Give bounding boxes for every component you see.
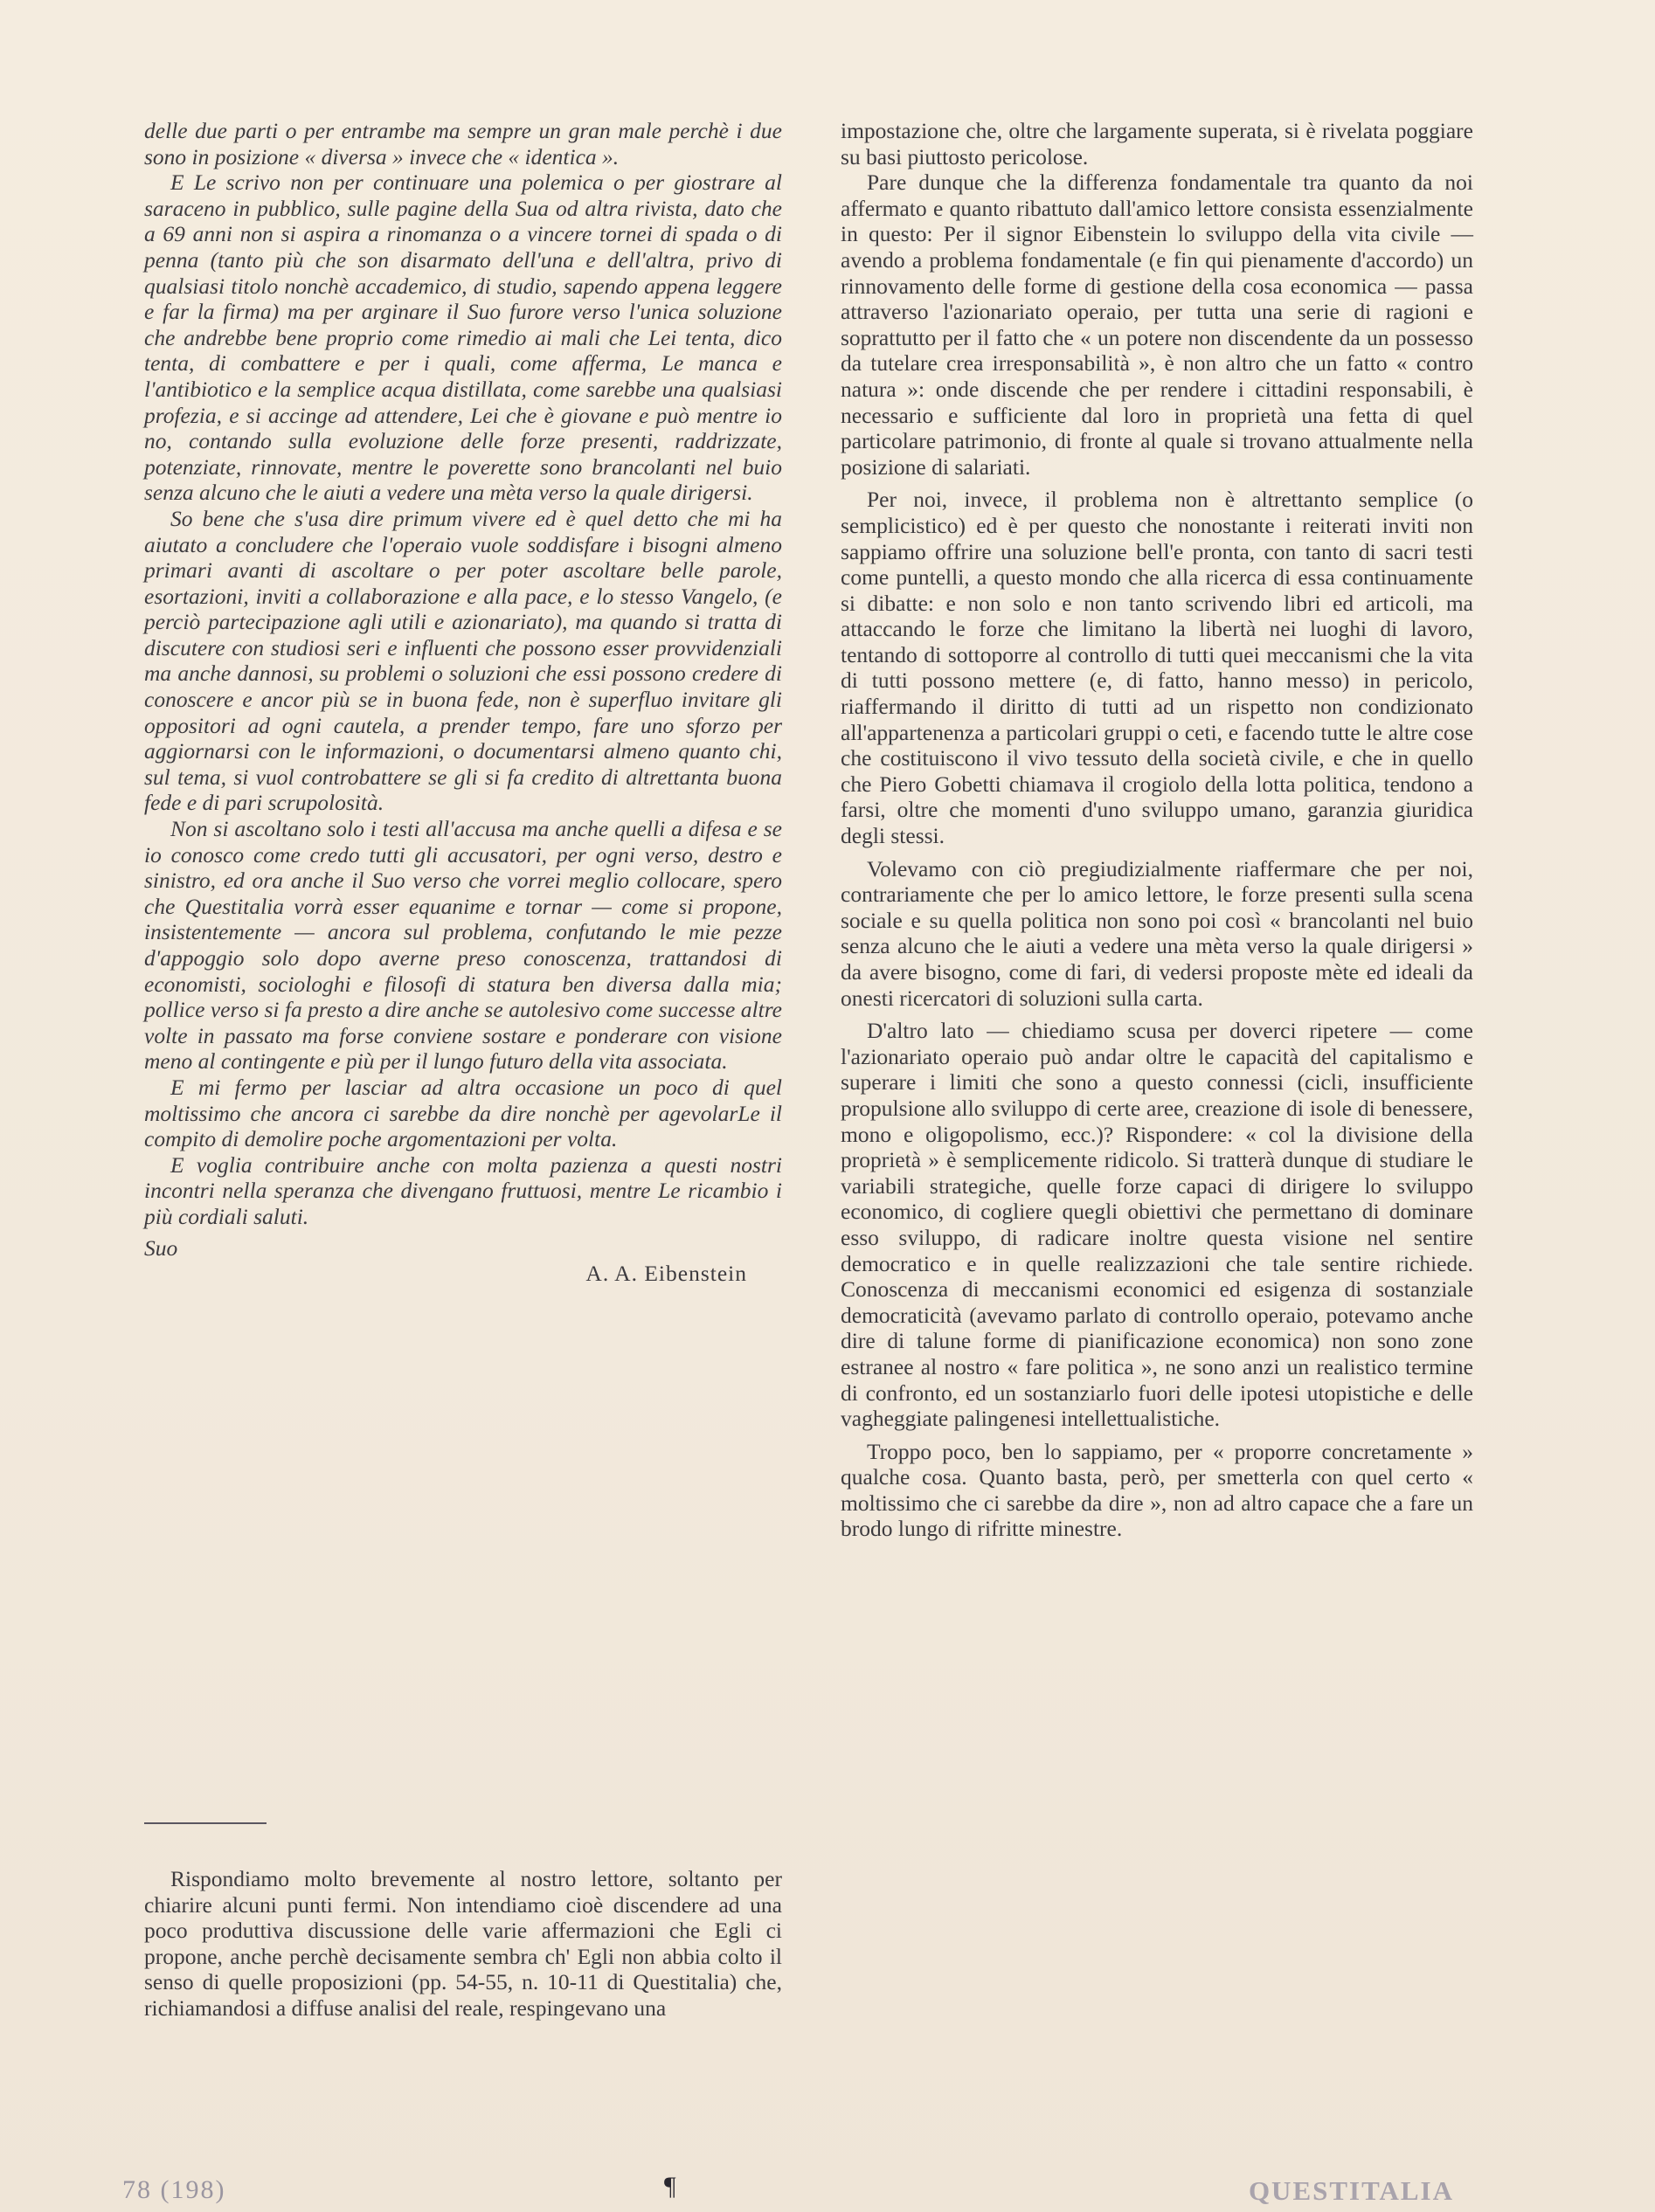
reply-paragraph: Volevamo con ciò pregiudizialmente riaffermare che per noi, contrariamente che per lo amico lettore, le forze presenti sulla scena sociale e su quella politica non sono poi così « brancolanti nel buio senza alcuno che le aiuti a vedere una mèta verso la quale dirigersi » da avere bisogno, come di fari, di vedersi proposte mète ed ideali da onesti ricercatori di soluzioni sulla carta. xyxy=(841,855,1473,1011)
reply-paragraph: D'altro lato — chiediamo scusa per doverci ripetere — come l'azionariato operaio può andar oltre le capacità del capitalismo e superare i limiti che sono a questo connessi (cicli, insufficiente propulsione allo sviluppo di certe aree, creazione di isole di benessere, mono e oligopolismo, ecc.)? Rispondere: « col la divisione della proprietà » è semplicemente ridicolo. Si tratterà dunque di studiare le variabili strategiche, quelle forze capaci di dirigere lo sviluppo economico, di cogliere quegli obiettivi che permettano di dominare esso sviluppo, di radicare inoltre questa visione nel sentire democratico e in quelle realizzazioni che tale sentire richiede. Conoscenza di meccanismi economici ed esigenza di sostanziale democraticità (avevamo parlato di controllo operaio, potevamo anche dire di talune forme di pianificazione economica) non sono zone estranee al nostro « fare politica », ne sono anzi un realistico termine di confronto, ed un sostanziarlo fuori delle ipotesi utopistiche e delle vagheggiate palingenesi intellettualistiche. xyxy=(841,1018,1473,1432)
reply-paragraph: Rispondiamo molto brevemente al nostro lettore, soltanto per chiarire alcuni punti fermi. Non intendiamo cioè discendere ad una poco produttiva discussione delle varie affermazioni che Egli ci propone, anche perchè decisamente sembra ch' Egli non abbia colto il senso di quelle proposizioni (pp. 54-55, n. 10-11 di Questitalia) che, richiamandosi a diffuse analisi del reale, respingevano una xyxy=(144,1866,782,2021)
letter-signature: A. A. Eibenstein xyxy=(585,1261,747,1287)
letter-paragraph: E Le scrivo non per continuare una polemica o per giostrare al saraceno in pubblico, sulle pagine della Sua od altra rivista, dato che a 69 anni non si aspira a rinomanza o a vincere tornei di spada o di penna (tanto più che son disarmato dell'una e dell'altra, privo di qualsiasi titolo nonchè accademico, di studio, sapendo appena leggere e far la firma) ma per arginare il Suo furore verso l'unica soluzione che andrebbe bene proprio come rimedio ai mali che Lei tenta, dico tenta, di combattere e per i quali, come afferma, Le manca e l'antibiotico e la semplice acqua distillata, come sarebbe una qualsiasi profezia, e si accinge ad attendere, Lei che è giovane e può mentre io no, contando sulla evoluzione delle forze presenti, raddrizzate, potenziate, rinnovate, mentre le poverette sono brancolanti nel buio senza alcuno che le aiuti a vedere una mèta verso la quale dirigersi. xyxy=(144,169,782,506)
journal-title: QUESTITALIA xyxy=(1248,2175,1454,2206)
letter-closing: Suo xyxy=(144,1234,178,1261)
letter-paragraph: Non si ascoltano solo i testi all'accusa ma anche quelli a difesa e se io conosco come credo tutti gli accusatori, per ogni verso, destro e sinistro, ed ora anche il Suo verso che vorrei meglio collocare, spero che Questitalia vorrà esser equanime e tornar — come si propone, insistentemente — ancora sul problema, confutando le mie pezze d'appoggio solo dopo averne preso conoscenza, trattandosi di economisti, sociologhi e filosofi di statura ben diversa dalla mia; pollice verso si fa presto a dire anche se autolesivo come successe altre volte in passato ma forse conviene sostare e ponderare con visione meno al contingente e più per il lungo futuro della vita associata. xyxy=(144,816,782,1075)
letter-paragraph: E mi fermo per lasciar ad altra occasione un poco di quel moltissimo che ancora ci sarebbe da dire nonchè per agevolarLe il compito di demolire poche argomentazioni per volta. xyxy=(144,1074,782,1152)
reply-paragraph: Troppo poco, ben lo sappiamo, per « proporre concretamente » qualche cosa. Quanto basta, però, per smetterla con quel certo « moltissimo che ci sarebbe da dire », non ad altro capace che a fare un brodo lungo di rifritte minestre. xyxy=(841,1438,1473,1542)
reply-paragraph: impostazione che, oltre che largamente superata, si è rivelata poggiare su basi piuttosto pericolose. xyxy=(841,118,1473,169)
letter-paragraph: delle due parti o per entrambe ma sempre un gran male perchè i due sono in posizione « diversa » invece che « identica ». xyxy=(144,118,782,169)
reply-paragraph: Per noi, invece, il problema non è altrettanto semplice (o semplicistico) ed è per questo che nonostante i reiterati inviti non sappiamo offrire una soluzione bell'e pronta, con tanto di sacri testi come puntelli, a questo mondo che alla ricerca di essa continuamente si dibatte: e non solo e non tanto scrivendo libri ed articoli, ma attaccando le forze che limitano la libertà nei luoghi di lavoro, tentando di sottoporre al controllo di tutti quei meccanismi che la vita di tutti possono mettere (e, di fatto, hanno messo) in pericolo, riaffermando il diritto di tutti ad un rispetto non condizionato all'appartenenza a particolari gruppi o ceti, e facendo tutte le altre cose che costituiscono il vivo tessuto della società civile, e che in quello che Piero Gobetti chiamava il crogiolo della lotta politica, tendono a farsi, oltre che momenti d'uno sviluppo umano, garanzia giuridica degli stessi. xyxy=(841,487,1473,849)
section-divider xyxy=(144,1822,267,1824)
footer-mark: ¶ xyxy=(664,2172,676,2201)
letter-signature-block xyxy=(144,1235,782,1287)
reply-start xyxy=(144,1866,782,2022)
letter-column xyxy=(144,118,782,1287)
letter-paragraph: So bene che s'usa dire primum vivere ed è quel detto che mi ha aiutato a concludere che l'operaio vuole soddisfare i bisogni almeno primari avanti di ascoltare o per poter ascoltare belle parole, esortazioni, inviti a collaborazione e alla pace, e lo stesso Vangelo, (e perciò partecipazione agli utili e azionariato), ma quando si tratta di discutere con studiosi seri e influenti che possono esser provvidenziali ma anche dannosi, su problemi o soluzioni che essi possono credere di conoscere e ancor più se in buona fede, non è superfluo invitare gli oppositori ad ogni cautela, a prender tempo, fare uno sforzo per aggiornarsi con le informazioni, o documentarsi almeno quanto chi, sul tema, si vuol controbattere se gli si fa credito di altrettanta buona fede e di pari scrupolosità. xyxy=(144,505,782,816)
letter-paragraph: E voglia contribuire anche con molta pazienza a questi nostri incontri nella speranza che divengano fruttuosi, mentre Le ricambio i più cordiali saluti. xyxy=(144,1151,782,1229)
reply-paragraph: Pare dunque che la differenza fondamentale tra quanto da noi affermato e quanto ribattuto dall'amico lettore consista essenzialmente in questo: Per il signor Eibenstein lo sviluppo della vita civile — avendo a problema fondamentale (e fin qui pienamente d'accordo) un rinnovamento delle forme di gestione della cosa economica — passa attraverso l'azionariato operaio, per tutta una serie di ragioni e soprattutto per il fatto che « un potere non discendente da un possesso da tutelare crea irresponsabilità », è non altro che un fatto « contro natura »: onde discende che per rendere i cittadini responsabili, è necessario e sufficiente dal loro in proprietà una fetta di quel particolare patrimonio, di fronte al quale si trovano attualmente nella posizione di salariati. xyxy=(841,169,1473,480)
reply-column xyxy=(841,118,1473,1542)
page-number: 78 (198) xyxy=(122,2175,226,2204)
